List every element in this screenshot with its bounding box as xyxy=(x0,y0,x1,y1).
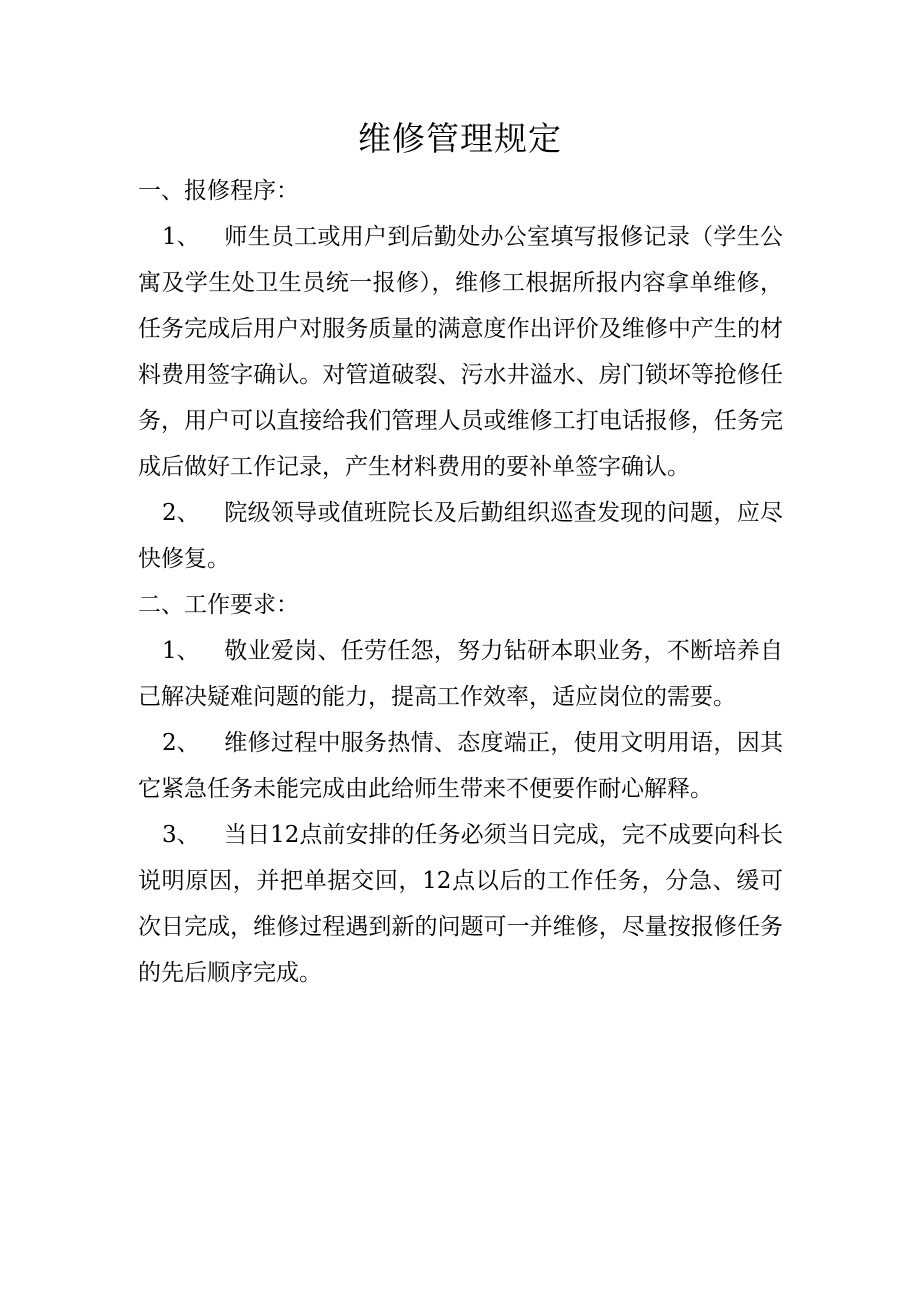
item-text: 维修过程中服务热情、态度端正，使用文明用语，因其它紧急任务未能完成由此给师生带来不便要作耐心解释。 xyxy=(138,730,783,802)
item-text: 敬业爱岗、任劳任怨，努力钻研本职业务，不断培养自己解决疑难问题的能力，提高工作效率，适应岗位的需要。 xyxy=(138,638,783,710)
repair-procedure-item-2 xyxy=(138,490,783,582)
item-text: 师生员工或用户到后勤处办公室填写报修记录（学生公寓及学生处卫生员统一报修），维修工根据所报内容拿单维修，任务完成后用户对服务质量的满意度作出评价及维修中产生的材料费用签字确认。对管道破裂、污水井溢水、房门锁坏等抢修任务，用户可以直接给我们管理人员或维修工打电话报修，任务完成后做好工作记录，产生材料费用的要补单签字确认。 xyxy=(138,224,783,480)
work-requirement-item-1 xyxy=(138,628,783,720)
document-body xyxy=(138,168,783,996)
item-number: 2、 xyxy=(162,730,200,756)
repair-procedure-item-1 xyxy=(138,214,783,490)
section-heading-repair-procedure: 一、报修程序： xyxy=(138,178,299,204)
item-number: 1、 xyxy=(162,638,200,664)
item-text: 院级领导或值班院长及后勤组织巡查发现的问题，应尽快修复。 xyxy=(138,500,783,572)
item-number: 3、 xyxy=(162,822,200,848)
work-requirement-item-2 xyxy=(138,720,783,812)
item-number: 1、 xyxy=(162,224,200,250)
item-text: 当日12点前安排的任务必须当日完成，完不成要向科长说明原因，并把单据交回，12点以后的工作任务，分急、缓可次日完成，维修过程遇到新的问题可一并维修，尽量按报修任务的先后顺序完成。 xyxy=(138,822,783,986)
work-requirement-item-3 xyxy=(138,812,783,996)
item-number: 2、 xyxy=(162,500,200,526)
section-heading-work-requirements: 二、工作要求： xyxy=(138,592,299,618)
document-title: 维修管理规定 xyxy=(358,119,562,158)
